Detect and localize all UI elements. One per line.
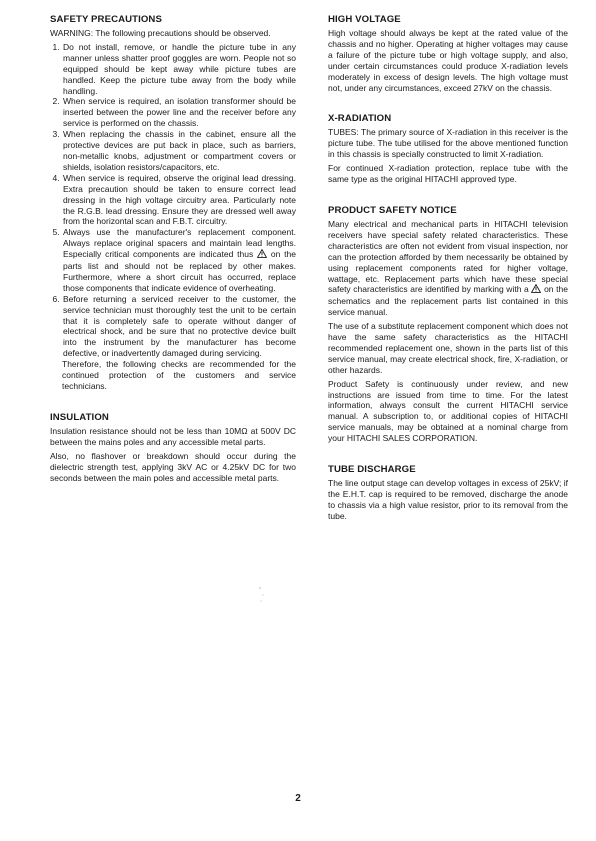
high-voltage-section (328, 14, 568, 93)
product-safety-heading: PRODUCT SAFETY NOTICE (328, 204, 457, 216)
list-item-text-after-icon: on the parts list and should not be replaced by other makes. Furthermore, where a short circuit has occurred, replace those components that indicate evidence of overheating. (63, 249, 296, 293)
tube-discharge-paragraph: The line output stage can develop voltages in excess of 25kV; if the E.H.T. cap is required to be removed, discharge the anode to chassis via a high value resistor, prior to its removal from the tube. (328, 478, 568, 521)
safety-precautions-section (50, 14, 296, 392)
list-item: 4. When service is required, observe the original lead dressing. Extra precaution should be taken to ensure correct lead dressing in the high voltage circuitry area. Particularly note the R.G.B. lead dressing. Ensure they are dressed well away from the horizontal scan and F.B.T. circuitry. (62, 173, 296, 228)
warning-triangle-icon (531, 284, 541, 296)
list-item: 3. When replacing the chassis in the cabinet, ensure all the protective devices are put back in place, such as barriers, non-metallic knobs, adjustment or compartment covers or shields, isolation resistors/capacitors, etc. (62, 129, 296, 173)
product-safety-section (328, 205, 568, 444)
insulation-paragraph: Insulation resistance should not be less than 10MΩ at 500V DC between the mains poles and any accessible metal parts. (50, 425, 296, 447)
list-item: 1. Do not install, remove, or handle the picture tube in any manner unless shatter proof goggles are worn. People not so equipped should be kept away while picture tubes are handled. Keep the picture tube away from the body while handling. (62, 42, 296, 97)
product-safety-text-after-icon: on the schematics and the replacement parts list contained in this service manual. (328, 284, 568, 318)
list-item-text-before-icon: Always use the manufacturer's replacement component. Always replace original spacers and maintain lead lengths. Especially critical components are indicated thus (63, 227, 296, 260)
x-radiation-section (328, 113, 568, 185)
tube-discharge-heading: TUBE DISCHARGE (328, 464, 416, 476)
high-voltage-paragraph: High voltage should always be kept at the rated value of the chassis and no higher. Operating at higher voltages may cause a failure of the picture tube or high voltage supply, and also, under certain circumstances could produce X-radiation levels moderately in excess of design levels. The high voltage must not, under any circumstances, exceed 27kV on the chassis. (328, 28, 568, 93)
x-radiation-paragraph: TUBES: The primary source of X-radiation in this receiver is the picture tube. The tube utilised for the above mentioned function in this chassis is specially constructed to limit X-radiation. (328, 127, 568, 160)
product-safety-paragraph: Product Safety is continuously under review, and new instructions are issued from time to time. For the latest information, always consult the current HITACHI service manual. A subscription to, or additional copies of HITACHI service manuals, may be obtained at a nominal charge from your HITACHI SALES CORPORATION. (328, 378, 568, 444)
safety-therefore-text: Therefore, the following checks are recommended for the continued protection of the customers and service technicians. (62, 359, 296, 391)
product-safety-paragraph: The use of a substitute replacement component which does not have the same safety characteristics as the HITACHI recommended replacement one, shown in the parts list of this service manual, may create electrical shock, fire, X-radiation, or other hazards. (328, 321, 568, 375)
high-voltage-heading: HIGH VOLTAGE (328, 14, 401, 25)
insulation-heading: INSULATION (50, 411, 109, 423)
product-safety-paragraph (328, 219, 568, 318)
list-item (62, 227, 296, 293)
product-safety-text-before-icon: Many electrical and mechanical parts in HITACHI television receivers have special safety related characteristics. These characteristics are often not evident from visual inspection, nor can the protection afforded by them necessarily be obtained by using replacement components rated for higher voltage, wattage, etc. Replacement parts which have these special safety characteristics are identified by marking with a (328, 218, 568, 295)
warning-triangle-icon (257, 249, 267, 261)
insulation-section (50, 412, 296, 484)
scan-speck-marks (256, 586, 268, 604)
safety-warning-text: WARNING: The following precautions should be observed. (50, 28, 271, 38)
x-radiation-heading: X-RADIATION (328, 113, 392, 125)
page-number: 2 (295, 793, 301, 804)
tube-discharge-section (328, 464, 568, 522)
left-column (50, 14, 296, 486)
list-item: 6. Before returning a serviced receiver to the customer, the service technician must thoroughly test the unit to be certain that it is completely safe to operate without danger of electrical shock, and be sure that no protective device built into the instrument by the manufacturer has become defective, or inadvertently damaged during servicing. (62, 294, 296, 359)
safety-precautions-list (50, 42, 296, 359)
safety-precautions-heading: SAFETY PRECAUTIONS (50, 14, 162, 25)
insulation-paragraph: Also, no flashover or breakdown should occur during the dielectric strength test, applying 3kV AC or 4.25kV DC for two seconds between the main poles and accessible metal parts. (50, 450, 296, 483)
list-item: 2. When service is required, an isolation transformer should be inserted between the power line and the receiver before any service is performed on the chassis. (62, 96, 296, 129)
right-column (328, 14, 568, 525)
x-radiation-paragraph: For continued X-radiation protection, replace tube with the same type as the original HITACHI approved type. (328, 163, 568, 185)
